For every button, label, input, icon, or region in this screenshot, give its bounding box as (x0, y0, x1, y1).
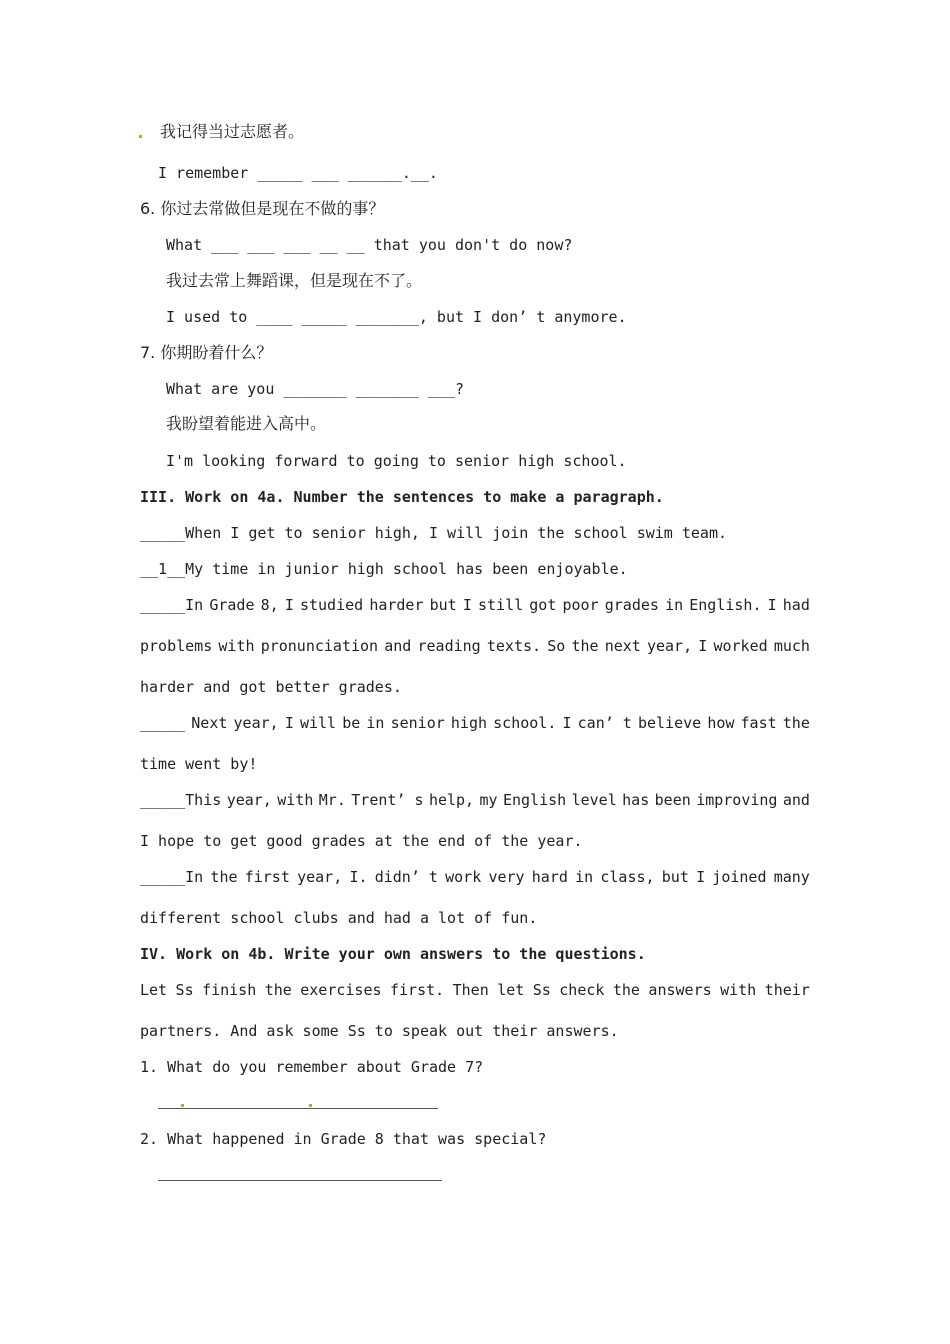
word: exercises (300, 981, 382, 999)
word: the (612, 981, 640, 999)
sentence-next-year-line2: time went by! (140, 755, 258, 773)
word: check (559, 981, 605, 999)
word: in (665, 596, 684, 614)
word: texts. (486, 637, 542, 655)
word: the (782, 714, 810, 732)
q7-chinese-question: 7. 你期盼着什么？ (140, 343, 273, 362)
word: the (571, 637, 599, 655)
word: I (284, 714, 294, 732)
q6-chinese-question: 6. 你过去常做但是现在不做的事？ (140, 199, 385, 218)
word: first. (389, 981, 445, 999)
word: very (488, 868, 525, 886)
question-grade8: 2. What happened in Grade 8 that was special? (140, 1130, 547, 1148)
instructions-line1 (140, 980, 810, 1000)
word: I (562, 714, 572, 732)
word: So (547, 637, 566, 655)
q6-english-answer: I used to ____ _____ _______, but I don’ t anymore. (166, 308, 627, 326)
word: my (479, 791, 498, 809)
sentence-grade8-line1 (140, 595, 810, 615)
word: reading (417, 637, 481, 655)
word: Let (140, 981, 168, 999)
word: believe (637, 714, 702, 732)
word: high (450, 714, 488, 732)
word: has (622, 791, 650, 809)
word: be (342, 714, 361, 732)
word: Grade (209, 596, 255, 614)
word: _____In (140, 868, 204, 886)
word: help, (428, 791, 475, 809)
word: with (720, 981, 757, 999)
word: still (478, 596, 524, 614)
word: I. (349, 868, 368, 886)
word: let (497, 981, 525, 999)
q7-english-question: What are you _______ _______ ___? (166, 380, 465, 398)
word: how (707, 714, 735, 732)
word: poor (562, 596, 599, 614)
word: level (571, 791, 617, 809)
word: pronunciation (260, 637, 379, 655)
word: year, (646, 637, 693, 655)
word: hard (531, 868, 568, 886)
word: I (767, 596, 777, 614)
instructions-line2: partners. And ask some Ss to speak out their answers. (140, 1022, 619, 1040)
word: I (696, 868, 706, 886)
word: _____This (140, 791, 222, 809)
word: and (384, 637, 412, 655)
word: year, (226, 791, 272, 809)
word: work (445, 868, 482, 886)
q5-english-blank: I remember _____ ___ ______.__. (158, 164, 438, 182)
sentence-grade8-line3: harder and got better grades. (140, 678, 402, 696)
word: but (429, 596, 457, 614)
word: worked (713, 637, 768, 655)
word: _____In (140, 596, 204, 614)
q7-chinese-answer: 我盼望着能进入高中。 (166, 414, 327, 433)
word: the (210, 868, 238, 886)
word: the (264, 981, 292, 999)
word: grades (604, 596, 659, 614)
word: Then (452, 981, 489, 999)
word: in (366, 714, 385, 732)
word: in (575, 868, 594, 886)
word: their (764, 981, 810, 999)
word: Trent’ s (351, 791, 424, 809)
word: and (782, 791, 810, 809)
word: English. (689, 596, 762, 614)
section3-heading: III. Work on 4a. Number the sentences to make a paragraph. (140, 488, 664, 506)
word: I (698, 637, 708, 655)
q5-chinese: 我记得当过志愿者。 (160, 122, 305, 141)
word: year, (297, 868, 343, 886)
word: next (604, 637, 641, 655)
bullet-mark (139, 135, 142, 138)
answer-line-grade8[interactable] (158, 1180, 442, 1181)
word: improving (696, 791, 778, 809)
word: year, (233, 714, 279, 732)
word: got (529, 596, 557, 614)
word: Ss (175, 981, 194, 999)
q7-english-answer: I'm looking forward to going to senior high school. (166, 452, 627, 470)
word: harder (369, 596, 424, 614)
word: Next (191, 714, 228, 732)
word: with (277, 791, 314, 809)
word: Mr. (318, 791, 346, 809)
word: I (462, 596, 472, 614)
sentence-first-year-line2: different school clubs and had a lot of fun. (140, 909, 538, 927)
q6-english-question: What ___ ___ ___ __ __ that you don't do now? (166, 236, 573, 254)
word: many (773, 868, 810, 886)
word: with (218, 637, 255, 655)
sentence-junior-high: __1__My time in junior high school has been enjoyable. (140, 560, 628, 578)
mark-dot (309, 1104, 312, 1107)
word: senior (390, 714, 445, 732)
word: will (299, 714, 337, 732)
sentence-next-year-line1 (140, 713, 810, 733)
word: joined (712, 868, 767, 886)
word: 8, (260, 596, 279, 614)
word: didn’ t (374, 868, 438, 886)
sentence-this-year-line2: I hope to get good grades at the end of the year. (140, 832, 583, 850)
mark-dot (181, 1104, 184, 1107)
word: much (773, 637, 810, 655)
sentence-swim-team: _____When I get to senior high, I will join the school swim team. (140, 524, 727, 542)
question-grade7: 1. What do you remember about Grade 7? (140, 1058, 484, 1076)
word: problems (140, 637, 213, 655)
word: been (654, 791, 691, 809)
word: finish (202, 981, 257, 999)
word: school. (493, 714, 557, 732)
word: can’ t (577, 714, 632, 732)
answer-line-grade7[interactable] (158, 1108, 438, 1109)
word: I (284, 596, 294, 614)
word: but (661, 868, 689, 886)
word: _____ (140, 714, 186, 732)
word: had (782, 596, 810, 614)
word: Ss (532, 981, 551, 999)
word: English (502, 791, 567, 809)
word: studied (299, 596, 364, 614)
q6-chinese-answer: 我过去常上舞蹈课，但是现在不了。 (166, 271, 423, 290)
word: answers (648, 981, 712, 999)
word: first (244, 868, 290, 886)
section4-heading: IV. Work on 4b. Write your own answers to the questions. (140, 945, 646, 963)
word: class, (600, 868, 655, 886)
sentence-grade8-line2 (140, 636, 810, 656)
sentence-this-year-line1 (140, 790, 810, 810)
word: fast (740, 714, 777, 732)
sentence-first-year-line1 (140, 867, 810, 887)
